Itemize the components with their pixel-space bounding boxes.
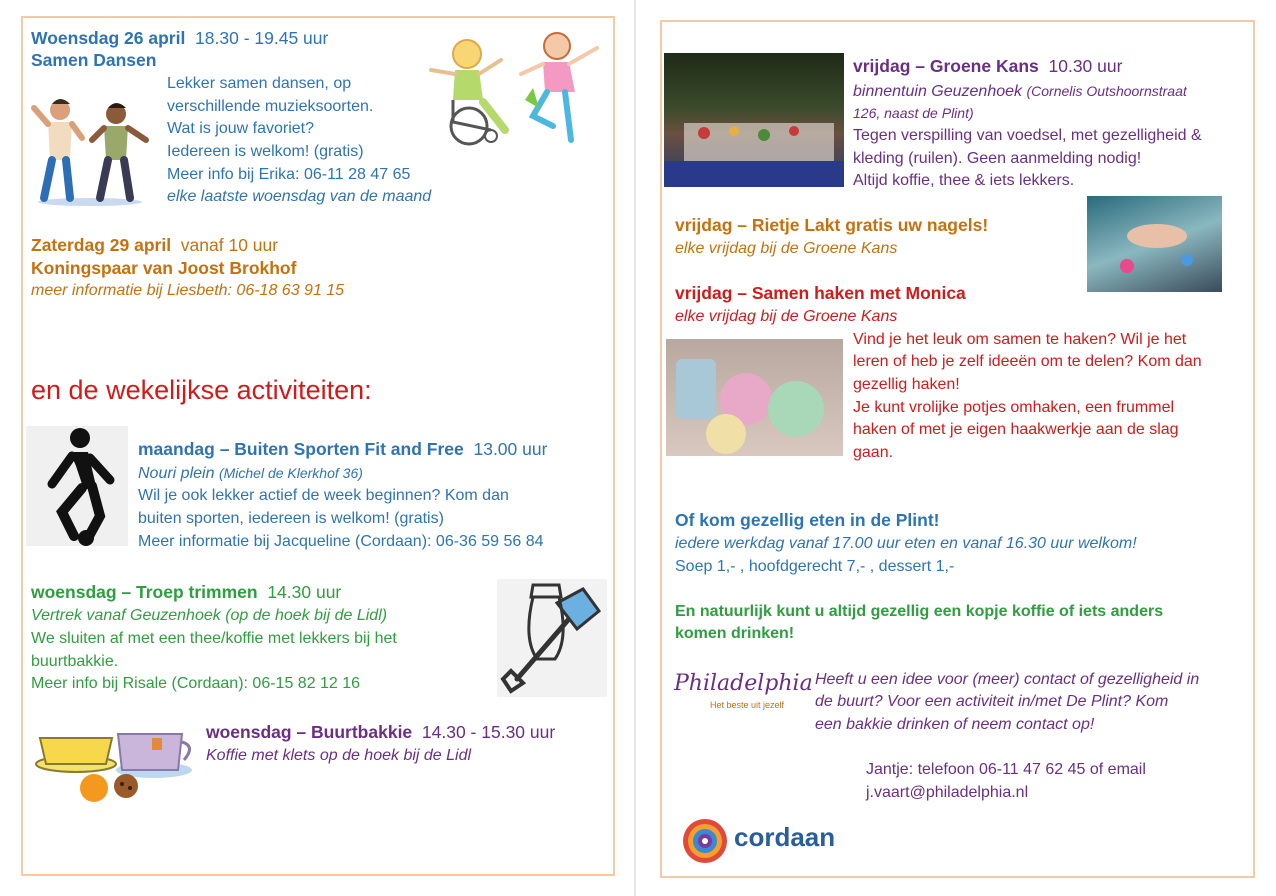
event-title: maandag – Buiten Sporten Fit and Free (138, 439, 464, 459)
event-line: Wil je ook lekker actief de week beginnen? Kom dan (138, 487, 509, 504)
philadelphia-line: Heeft u een idee voor (meer) contact of gezelligheid in (815, 671, 1200, 688)
event-line: leren of heb je zelf ideeën om te delen? Kom dan (853, 353, 1202, 370)
coffee-line: En natuurlijk kunt u altijd gezellig een kopje koffie of iets anders (675, 603, 1164, 620)
event-note: Koffie met klets op de hoek bij de Lidl (206, 747, 472, 764)
event-location-line (853, 80, 1187, 104)
coffee-line: komen drinken! (675, 625, 795, 642)
event-time: 14.30 uur (267, 582, 342, 602)
event-line: verschillende muzieksoorten. (167, 98, 374, 115)
event-prices: Soep 1,- , hoofdgerecht 7,- , dessert 1,- (675, 558, 955, 575)
event-location: Nouri plein (138, 465, 215, 482)
event-day: Woensdag 26 april (31, 28, 186, 48)
event-line: Lekker samen dansen, op (167, 75, 352, 92)
event-location-line (138, 462, 363, 486)
event-line: buiten sporten, iedereen is welkom! (gratis) (138, 510, 444, 527)
event-line: Altijd koffie, thee & iets lekkers. (853, 172, 1075, 189)
nail-painting-photo (1087, 196, 1222, 292)
trash-grabber-icon (497, 579, 607, 697)
event-title: vrijdag – Samen haken met Monica (675, 283, 966, 303)
event-title: Of kom gezellig eten in de Plint! (675, 510, 940, 530)
event-line: Meer informatie bij Jacqueline (Cordaan): 06-36 59 56 84 (138, 533, 544, 550)
event-groene-kans-heading (853, 55, 1122, 78)
event-title: vrijdag – Groene Kans (853, 56, 1039, 76)
walking-person-icon (26, 426, 128, 546)
weekly-activities-heading: en de wekelijkse activiteiten: (31, 375, 372, 405)
event-note: meer informatie bij Liesbeth: 06-18 63 91 15 (31, 282, 345, 299)
event-line: haken of met je eigen haakwerkje aan de slag (853, 421, 1179, 438)
event-address: (Michel de Klerkhof 36) (218, 465, 363, 481)
event-time: 14.30 - 15.30 uur (421, 722, 556, 742)
event-line: buurtbakkie. (31, 653, 119, 670)
event-line: Iedereen is welkom! (gratis) (167, 143, 364, 160)
event-line: Wat is jouw favoriet? (167, 120, 315, 137)
dancing-people-icon (30, 90, 158, 210)
event-note: elke vrijdag bij de Groene Kans (675, 308, 898, 325)
event-address: 126, naast de Plint) (853, 105, 974, 121)
event-location: binnentuin Geuzenhoek (853, 83, 1023, 100)
event-samen-dansen-heading (31, 27, 328, 50)
event-line: We sluiten af met een thee/koffie met lekkers bij het (31, 630, 397, 647)
event-koningspaar-heading (31, 234, 278, 257)
crochet-photo (666, 339, 843, 456)
philadelphia-line: een bakkie drinken of neem contact op! (815, 716, 1095, 733)
event-time: 18.30 - 19.45 uur (195, 28, 329, 48)
event-line: gaan. (853, 444, 894, 461)
event-title: woensdag – Troep trimmen (31, 582, 258, 602)
event-title: Samen Dansen (31, 50, 157, 70)
cordaan-logo-text: cordaan (734, 822, 836, 852)
event-title: woensdag – Buurtbakkie (206, 722, 413, 742)
event-time: vanaf 10 uur (180, 235, 279, 255)
logo-text: Philadelphia (674, 671, 813, 696)
event-day: Zaterdag 29 april (31, 235, 172, 255)
event-location: Vertrek vanaf Geuzenhoek (op de hoek bij de Lidl) (31, 607, 388, 624)
event-time: 10.30 uur (1048, 56, 1123, 76)
cordaan-mark-icon (680, 816, 730, 866)
coffee-cups-icon (34, 724, 196, 804)
event-note: elke laatste woensdag van de maand (167, 188, 432, 205)
logo-tagline: Het beste uit jezelf (710, 700, 785, 710)
cordaan-logo (680, 814, 850, 866)
event-note: elke vrijdag bij de Groene Kans (675, 240, 898, 257)
philadelphia-logo (674, 670, 813, 732)
event-title: vrijdag – Rietje Lakt gratis uw nagels! (675, 215, 989, 235)
event-line: Meer info bij Erika: 06-11 28 47 65 (167, 166, 411, 183)
event-line: kleding (ruilen). Geen aanmelding nodig! (853, 150, 1142, 167)
event-line: Je kunt vrolijke potjes omhaken, een frummel (853, 399, 1175, 416)
page-divider (634, 0, 636, 896)
event-title: Koningspaar van Joost Brokhof (31, 258, 297, 278)
contact-phone: Jantje: telefoon 06-11 47 62 45 of email (866, 761, 1146, 778)
event-line: gezellig haken! (853, 376, 960, 393)
event-address: (Cornelis Outshoornstraat (1026, 83, 1187, 99)
event-note: iedere werkdag vanaf 17.00 uur eten en vanaf 16.30 uur welkom! (675, 535, 1137, 552)
event-time: 13.00 uur (473, 439, 548, 459)
wheelchair-dancers-icon (425, 30, 605, 150)
contact-email[interactable]: j.vaart@philadelphia.nl (866, 784, 1029, 801)
philadelphia-line: de buurt? Voor een activiteit in/met De Plint? Kom (815, 693, 1169, 710)
event-line: Vind je het leuk om samen te haken? Wil je het (853, 331, 1187, 348)
event-troep-trimmen-heading (31, 581, 341, 604)
event-line: Meer info bij Risale (Cordaan): 06-15 82 12 16 (31, 675, 361, 692)
event-sporten-heading (138, 438, 547, 461)
event-line: Tegen verspilling van voedsel, met gezelligheid & (853, 127, 1202, 144)
event-buurtbakkie-heading (206, 721, 555, 744)
groene-kans-photo (664, 53, 844, 187)
